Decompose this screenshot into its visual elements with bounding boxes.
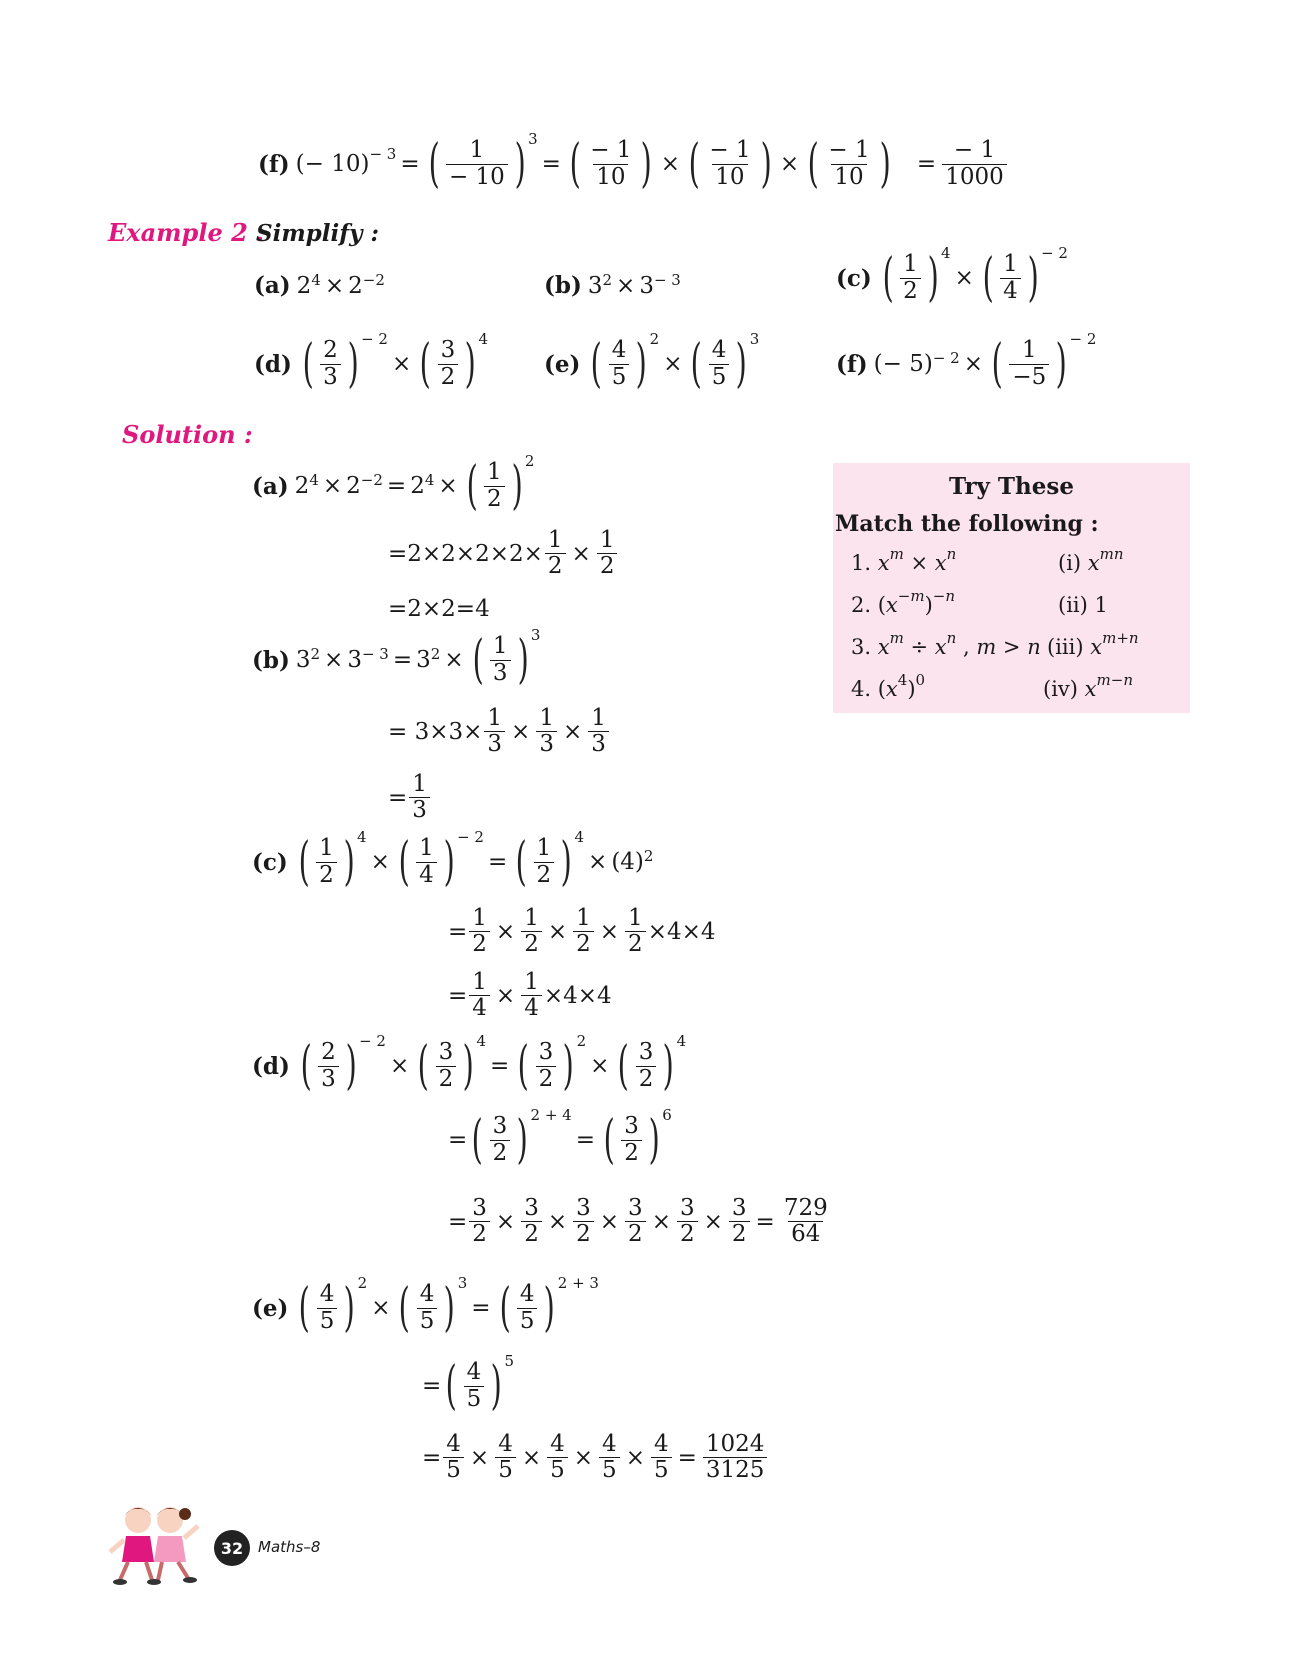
solution-e-line2: = ( $\frac{4}{5}$ ) 5 bbox=[422, 1352, 515, 1416]
problem-e: (e) ( $\frac{4}{5}$ ) 2 × ( $\frac{4}{5}$ ) 3 bbox=[544, 330, 760, 394]
solution-c-line3: = $\frac{1}{4}$ × $\frac{1}{4}$ ×4×4 bbox=[448, 969, 612, 1022]
part-label: (f) bbox=[258, 150, 290, 178]
problem-f: (f) (− 5) $^{- 2}$ × ( $\frac{1}{-5}$ ) − 2 bbox=[836, 330, 1097, 394]
solution-b-line2: = 3×3× $\frac{1}{3}$ × $\frac{1}{3}$ × $\frac{1}{3}$ bbox=[388, 706, 611, 758]
try-these-subtitle: Match the following : bbox=[835, 511, 1099, 537]
match-item-3: 3. $x^m \div x^n$ , m > n bbox=[851, 629, 1041, 659]
book-title: Maths–8 bbox=[258, 1538, 321, 1556]
match-answer-2: (ii) 1 bbox=[1058, 593, 1108, 617]
lhs: (− 10)$^{- 3}$ bbox=[295, 145, 397, 177]
example1-part-f: (f) (− 10)$^{- 3}$ = ( $\frac{1}{- 10}$ ) 3 = ( $\frac{- 1}{10}$ ) × ( $\frac{- 1}{10}$ ) × ( $\frac{- 1}{10}$ ) = $\frac{- 1}{1000}$ bbox=[258, 138, 1009, 190]
simplify-instruction: Simplify : bbox=[256, 220, 379, 247]
problem-a: (a) 2 $^4$ × 2 $^{-2}$ bbox=[254, 270, 385, 299]
solution-e-line3: = $\frac{4}{5}$ × $\frac{4}{5}$ × $\frac{4}{5}$ × $\frac{4}{5}$ × $\frac{4}{5}$ = $\frac{1024}{3125}$ bbox=[422, 1432, 769, 1484]
solution-d-line1: (d) ( $\frac{2}{3}$ ) − 2 × ( $\frac{3}{2}$ ) 4 = ( $\frac{3}{2}$ ) 2 × ( $\frac{3}{2}$ ) 4 bbox=[252, 1032, 687, 1096]
example-heading: Example 2 : bbox=[108, 218, 265, 247]
match-item-1: 1. $x^m \times x^n$ bbox=[851, 545, 957, 575]
solution-a-line3: =2×2=4 bbox=[388, 596, 490, 622]
paren-fraction: ( $\frac{1}{- 10}$ ) 3 bbox=[428, 130, 538, 194]
solution-b-line1: (b) 3 $^2$ × 3 $^{- 3}$ = 3 $^2$ × ( $\frac{1}{3}$ ) 3 bbox=[252, 626, 541, 690]
solution-e-line1: (e) ( $\frac{4}{5}$ ) 2 × ( $\frac{4}{5}$ ) 3 = ( $\frac{4}{5}$ ) 2 + 3 bbox=[252, 1274, 599, 1338]
result: $\frac{- 1}{1000}$ bbox=[942, 138, 1007, 190]
solution-d-line3: = $\frac{3}{2}$ × $\frac{3}{2}$ × $\frac{3}{2}$ × $\frac{3}{2}$ × $\frac{3}{2}$ × $\frac{3}{2}$ = $\frac{729}{64}$ bbox=[448, 1195, 828, 1248]
match-answer-4: (iv) $x^{m-n}$ bbox=[1043, 671, 1133, 701]
page-number: 32 bbox=[214, 1530, 250, 1566]
problem-c: (c) ( $\frac{1}{2}$ ) 4 × ( $\frac{1}{4}$ ) − 2 bbox=[836, 244, 1068, 308]
match-answer-1: (i) $x^{mn}$ bbox=[1058, 545, 1124, 575]
solution-heading: Solution : bbox=[122, 420, 253, 449]
try-these-box bbox=[833, 463, 1190, 713]
solution-a-line1: (a) 2 $^4$ × 2 $^{-2}$ = 2 $^4$ × ( $\frac{1}{2}$ ) 2 bbox=[252, 452, 535, 516]
match-item-4: 4. $(x^4)^0$ bbox=[851, 671, 926, 701]
problem-d: (d) ( $\frac{2}{3}$ ) − 2 × ( $\frac{3}{2}$ ) 4 bbox=[254, 330, 489, 394]
problem-b: (b) 3 $^2$ × 3 $^{- 3}$ bbox=[544, 270, 681, 299]
match-item-2: 2. $(x^{-m})^{-n}$ bbox=[851, 587, 956, 617]
try-these-title: Try These bbox=[949, 473, 1074, 500]
solution-b-line3: = $\frac{1}{3}$ bbox=[388, 772, 432, 824]
solution-c-line2: = $\frac{1}{2}$ × $\frac{1}{2}$ × $\frac{1}{2}$ × $\frac{1}{2}$ ×4×4 bbox=[448, 905, 716, 958]
match-answer-3: (iii) $x^{m+n}$ bbox=[1047, 629, 1139, 659]
kids-illustration bbox=[106, 1500, 202, 1586]
solution-a-line2: =2×2×2×2× $\frac{1}{2}$ × $\frac{1}{2}$ bbox=[388, 528, 619, 580]
solution-d-line2: = ( $\frac{3}{2}$ ) 2 + 4 = ( $\frac{3}{2}$ ) 6 bbox=[448, 1106, 672, 1170]
solution-c-line1: (c) ( $\frac{1}{2}$ ) 4 × ( $\frac{1}{4}$ ) − 2 = ( $\frac{1}{2}$ ) 4 × (4) $^2$ bbox=[252, 828, 654, 892]
